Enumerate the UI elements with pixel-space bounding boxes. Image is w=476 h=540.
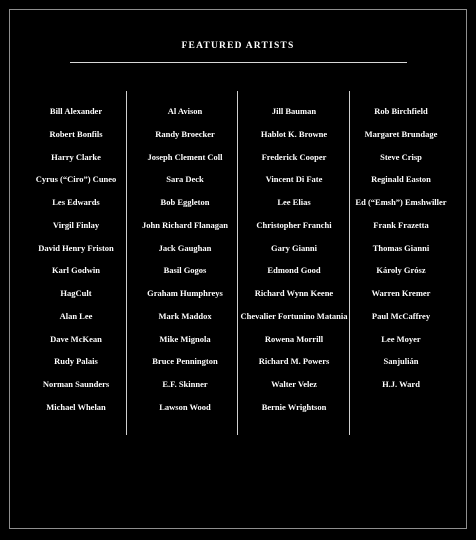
artist-name: Bob Eggleton — [160, 197, 210, 207]
artist-name: Sanjulián — [383, 356, 419, 367]
artist-column-3 — [236, 102, 352, 421]
artist-column-1 — [18, 102, 134, 421]
artist-name: Paul McCaffrey — [371, 310, 431, 321]
artist-name: Warren Kremer — [371, 288, 431, 298]
artist-name: Bill Alexander — [49, 106, 103, 116]
artist-name: Rudy Palais — [54, 356, 98, 367]
artist-name: Robert Bonfils — [49, 128, 103, 139]
artist-name: Thomas Gianni — [372, 242, 430, 253]
artist-name: Basil Gogos — [163, 265, 207, 276]
title-divider — [70, 62, 407, 63]
artist-name: Mike Mignola — [159, 333, 211, 344]
artist-name: Richard M. Powers — [258, 356, 330, 367]
artist-name: Walter Velez — [271, 379, 317, 389]
artist-name: Jill Bauman — [271, 106, 317, 116]
artist-name: Frederick Cooper — [261, 151, 327, 162]
artist-name: Mark Maddox — [158, 310, 212, 321]
artist-name: Rowena Morrill — [264, 333, 324, 344]
artist-name: Christopher Franchi — [256, 219, 332, 230]
artist-name: H.J. Ward — [382, 379, 420, 389]
artist-name: Richard Wynn Keene — [254, 288, 334, 298]
artist-name: Bruce Pennington — [152, 356, 218, 367]
artist-name: John Richard Flanagan — [142, 219, 228, 230]
artist-name: Randy Broecker — [155, 128, 215, 139]
artist-name: Cyrus (“Ciro”) Cuneo — [35, 174, 117, 185]
artist-name: Virgil Finlay — [52, 219, 100, 230]
artist-name: Gary Gianni — [270, 242, 318, 253]
artist-name: Károly Grósz — [376, 265, 426, 276]
artist-name: Margaret Brundage — [364, 128, 438, 139]
artist-name: Lawson Wood — [159, 401, 211, 412]
artist-name: Lee Moyer — [381, 333, 421, 344]
artist-name: Alan Lee — [59, 310, 93, 321]
artist-name: Frank Frazetta — [373, 219, 429, 230]
artist-name: Al Avison — [167, 106, 203, 116]
artist-name: Les Edwards — [52, 197, 100, 207]
artist-name: Ed (“Emsh”) Emshwiller — [355, 197, 447, 207]
artist-name: Karl Godwin — [52, 265, 100, 276]
artist-name: Steve Crisp — [380, 151, 422, 162]
artist-name: Hablot K. Browne — [260, 128, 328, 139]
section-title: FEATURED ARTISTS — [181, 41, 295, 51]
artist-name: E.F. Skinner — [162, 379, 208, 389]
artist-column-2 — [127, 102, 243, 421]
artist-name: Rob Birchfield — [374, 106, 428, 116]
artist-name: HagCult — [60, 288, 92, 298]
artist-name: Graham Humphreys — [147, 288, 223, 298]
artist-column-4 — [343, 102, 459, 398]
artist-name: Reginald Easton — [371, 174, 431, 185]
artist-name: Dave McKean — [50, 333, 102, 344]
artist-name: Chevalier Fortunino Matania — [240, 310, 348, 321]
artist-name: Jack Gaughan — [158, 242, 212, 253]
artist-name: Michael Whelan — [46, 401, 106, 412]
artist-name: David Henry Friston — [38, 242, 114, 253]
artist-name: Vincent Di Fate — [265, 174, 323, 185]
artist-name: Norman Saunders — [42, 379, 110, 389]
artist-name: Lee Elias — [277, 197, 311, 207]
artist-name: Bernie Wrightson — [261, 401, 327, 412]
artist-name: Sara Deck — [166, 174, 204, 185]
artist-name: Edmond Good — [267, 265, 321, 276]
artist-name: Harry Clarke — [51, 151, 101, 162]
artist-name: Joseph Clement Coll — [147, 151, 223, 162]
